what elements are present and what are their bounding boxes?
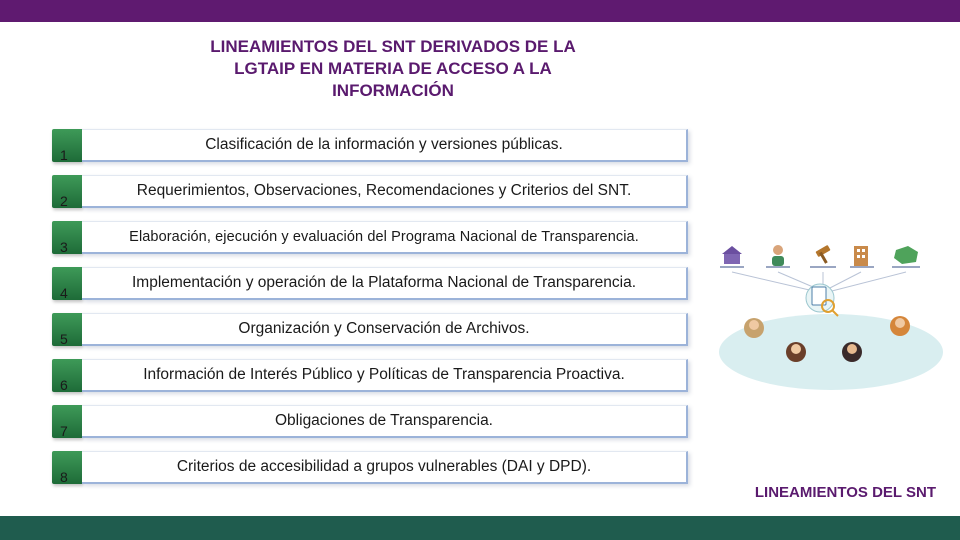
title-line-2: LGTAIP EN MATERIA DE ACCESO A LA <box>234 59 552 78</box>
item-number: 3 <box>60 239 68 255</box>
item-number: 6 <box>60 377 68 393</box>
item-text: Clasificación de la información y versiones públicas. <box>205 136 563 153</box>
item-text: Información de Interés Público y Políticas de Transparencia Proactiva. <box>143 366 625 383</box>
list-item <box>52 221 688 254</box>
item-bar <box>82 359 688 392</box>
item-bar <box>82 405 688 438</box>
bottom-banner <box>0 516 960 540</box>
item-number: 8 <box>60 469 68 485</box>
list-item <box>52 405 688 438</box>
list-item <box>52 175 688 208</box>
item-number: 2 <box>60 193 68 209</box>
list-item <box>52 313 688 346</box>
map-icon <box>892 246 920 268</box>
item-text: Obligaciones de Transparencia. <box>275 412 493 429</box>
item-number: 1 <box>60 147 68 163</box>
item-number: 5 <box>60 331 68 347</box>
item-bar <box>82 221 688 254</box>
item-bar <box>82 451 688 484</box>
avatar <box>744 318 764 338</box>
item-bar <box>82 267 688 300</box>
page-title <box>150 36 636 102</box>
item-text: Criterios de accesibilidad a grupos vulnerables (DAI y DPD). <box>176 458 592 475</box>
document-magnifier-icon <box>806 284 838 316</box>
item-number: 4 <box>60 285 68 301</box>
item-number: 7 <box>60 423 68 439</box>
item-text: Requerimientos, Observaciones, Recomendaciones y Criterios del SNT. <box>136 182 632 199</box>
list-item <box>52 267 688 300</box>
title-line-1: LINEAMIENTOS DEL SNT DERIVADOS DE LA <box>210 37 576 56</box>
transparency-network-illustration <box>712 232 950 392</box>
avatar <box>890 316 910 336</box>
item-text: Organización y Conservación de Archivos. <box>238 320 530 337</box>
item-bar <box>82 129 688 162</box>
item-text: Elaboración, ejecución y evaluación del Programa Nacional de Transparencia. <box>129 229 639 245</box>
building-icon <box>850 246 874 268</box>
top-banner <box>0 0 960 22</box>
gavel-icon <box>810 245 836 268</box>
list-item <box>52 451 688 484</box>
list-item <box>52 129 688 162</box>
bank-icon <box>720 246 744 268</box>
item-text: Implementación y operación de la Plataforma Nacional de Transparencia. <box>131 274 637 291</box>
caption: LINEAMIENTOS DEL SNT <box>754 484 936 501</box>
title-line-3: INFORMACIÓN <box>332 81 454 100</box>
institution-icons-row <box>720 245 920 268</box>
avatar <box>842 342 862 362</box>
item-bar <box>82 313 688 346</box>
person-icon <box>766 245 790 268</box>
avatar <box>786 342 806 362</box>
list-item <box>52 359 688 392</box>
item-bar <box>82 175 688 208</box>
